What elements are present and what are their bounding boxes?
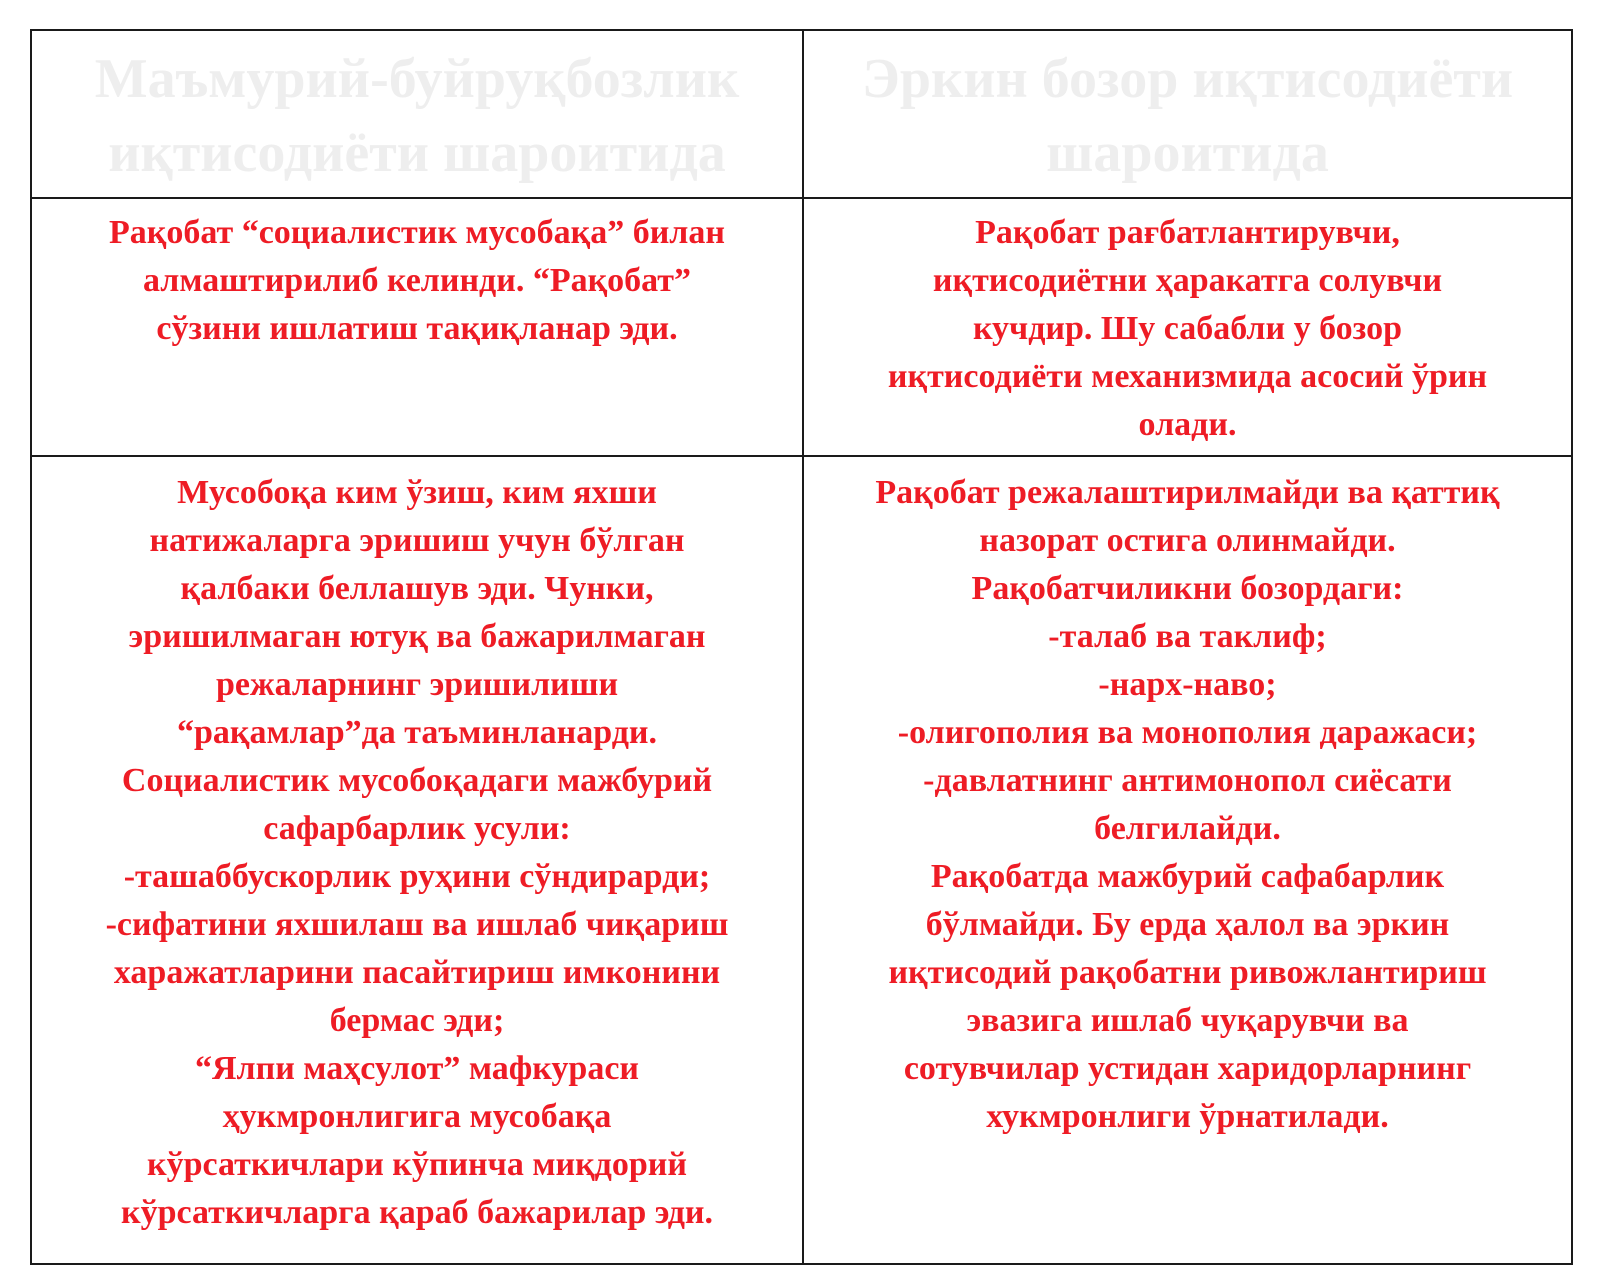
row2-left-line: кўрсаткичлари кўпинча миқдорий: [147, 1146, 687, 1183]
row2-right-cell: [804, 457, 1571, 1263]
row1-left-cell: [32, 199, 804, 457]
header-cell-left: [32, 31, 804, 199]
row2-right-line: эвазига ишлаб чуқарувчи ва: [966, 1002, 1409, 1039]
row1-left-line: сўзини ишлатиш тақиқланар эди.: [156, 310, 678, 347]
row1-left-line: алмаштирилиб келинди. “Рақобат”: [142, 262, 692, 299]
row2-left-line: Социалистик мусобоқадаги мажбурий: [121, 762, 713, 799]
row2-right-line: -олигополия ва монополия даражаси;: [897, 714, 1478, 751]
row1-right-line: Рақобат рағбатлантирувчи,: [975, 214, 1400, 251]
row2-left-line: сафарбарлик усули:: [263, 810, 571, 847]
row2-left-cell: [32, 457, 804, 1263]
row2-right-line: сотувчилар устидан харидорларнинг: [903, 1050, 1472, 1087]
row2-left-line: қалбаки беллашув эди. Чунки,: [180, 570, 654, 607]
row1-right-cell: [804, 199, 1571, 457]
row2-right-line: -талаб ва таклиф;: [1048, 618, 1327, 655]
row2-left-line: ҳукмронлигига мусобақа: [222, 1098, 612, 1135]
row2-right-line: Рақобатчиликни бозордаги:: [971, 570, 1404, 607]
row2-left-line: эришилмаган ютуқ ва бажарилмаган: [128, 618, 706, 655]
row2-right-line: белгилайди.: [1094, 810, 1281, 847]
row1-right-line: иқтисодиётни ҳаракатга солувчи: [932, 262, 1443, 299]
row2-left-line: Мусобоқа ким ўзиш, ким яхши: [177, 474, 657, 511]
row2-right-line: -давлатнинг антимонопол сиёсати: [923, 762, 1452, 799]
row2-left-line: натижаларга эришиш учун бўлган: [149, 522, 685, 559]
header-cell-right: [804, 31, 1571, 199]
row2-right-line: Рақобат режалаштирилмайди ва қаттиқ: [875, 474, 1500, 511]
row2-left-line: “Ялпи маҳсулот” мафкураси: [194, 1050, 639, 1087]
row2-right-line: -нарх-наво;: [1098, 666, 1277, 703]
row2-left-line: -ташаббускорлик руҳини сўндирарди;: [123, 858, 711, 895]
row2-left-line: бермас эди;: [329, 1002, 505, 1039]
row2-left-line: режаларнинг эришилиши: [215, 666, 619, 703]
row2-right-line: бўлмайди. Бу ерда ҳалол ва эркин: [925, 906, 1450, 943]
row1-right-line: олади.: [1138, 406, 1237, 443]
header-right-line: шароитида: [1046, 122, 1329, 184]
header-right-line: Эркин бозор иқтисодиёти: [861, 48, 1514, 110]
row1-right-line: кучдир. Шу сабабли у бозор: [972, 310, 1403, 347]
row2-left-line: -сифатини яхшилаш ва ишлаб чиқариш: [105, 906, 729, 943]
row2-left-line: “рақамлар”да таъминланарди.: [176, 714, 658, 751]
row2-right-line: хукмронлиги ўрнатилади.: [986, 1098, 1389, 1135]
row2-right-line: Рақобатда мажбурий сафабарлик: [930, 858, 1445, 895]
header-left-line: иқтисодиёти шароитида: [108, 122, 726, 184]
row2-right-line: назорат остига олинмайди.: [979, 522, 1396, 559]
row1-right-line: иқтисодиёти механизмида асосий ўрин: [887, 358, 1488, 395]
comparison-table: [30, 29, 1573, 1265]
row2-right-line: иқтисодий рақобатни ривожлантириш: [888, 954, 1487, 991]
header-left-line: Маъмурий-буйруқбозлик: [94, 48, 740, 110]
row2-left-line: харажатларини пасайтириш имконини: [113, 954, 721, 991]
row1-left-line: Рақобат “социалистик мусобақа” билан: [109, 214, 725, 251]
row2-left-line: кўрсаткичларга қараб бажарилар эди.: [121, 1194, 713, 1231]
